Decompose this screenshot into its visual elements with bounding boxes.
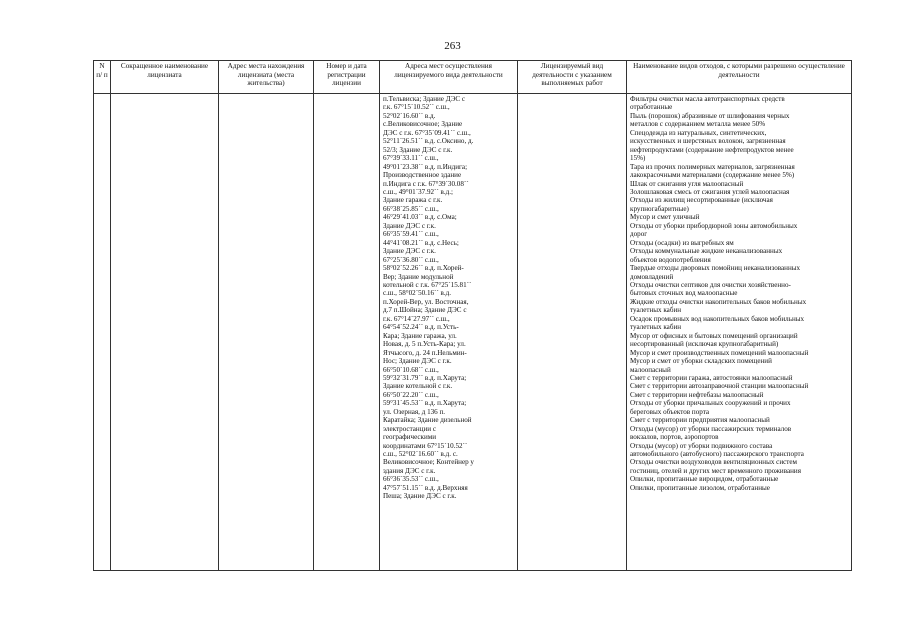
address-line: 66°35´59.41´´ с.ш., [383,230,439,239]
address-line: Кара; Здание гаража, ул. [383,331,457,340]
cell-activity-addresses [380,94,518,571]
waste-type-line: Мусор от офисных и бытовых помещений организаций [630,331,798,340]
header-licensee-name: Сокращенное наименование лицензиата [111,61,219,94]
waste-type-line: Мусор и смет уличный [630,213,700,222]
address-line: Здание котельной с г.к. [383,382,453,391]
waste-type-line: Смет с территории предприятия малоопасный [630,416,770,425]
address-line: г.к. 67°14´27.97´´ с.ш., [383,314,450,323]
waste-type-line: отработанные [630,103,673,112]
address-line: 59°32´31.79´´ в.д. п.Харута; [383,373,467,382]
waste-type-line: несортированный (исключая крупногабаритный) [630,340,779,349]
header-row [94,61,852,94]
address-line: с.ш., 58°02´50.16´´ в.д. [383,289,452,298]
waste-type-line: крупногабаритные) [630,204,689,213]
header-activity-addresses: Адреса мест осуществления лицензируемого вида деятельности [380,61,518,94]
address-line: п.Тельвиска; Здание ДЭС с [383,95,466,103]
waste-type-line: металлов с содержанием металла менее 50% [630,120,766,129]
waste-type-line: Фильтры очистки масла автотранспортных средств [630,95,785,103]
waste-type-line: Отходы (мусор) от уборки подвижного состава [630,441,773,450]
address-line: Нос; Здание ДЭС с г.к. [383,357,452,366]
cell-license-registration [314,94,380,571]
address-line: котельной с г.к. 67°25´15.81´´ [383,280,472,289]
address-line: 66°36´35.53´´ с.ш., [383,475,439,484]
address-line: Каратайка; Здание дизельной [383,416,472,425]
waste-type-line: туалетных кабин [630,323,682,332]
waste-type-line: домовладений [630,272,674,281]
cell-licensee-name [111,94,219,571]
address-line: д.7 п.Шойна; Здание ДЭС с [383,306,467,315]
cell-activity-type [518,94,627,571]
waste-type-line: Жидкие отходы очистки накопительных баков мобильных [630,297,807,306]
address-line: 66°38´25.85´´ с.ш., [383,204,439,213]
address-line: 58°02´52.26´´ в.д. п.Хорей- [383,264,464,273]
address-line: Производственное здание [383,171,462,180]
waste-type-line: Твердые отходы дворовых помойниц неканализованных [630,264,801,273]
address-line: Великовисочное; Контейнер у [383,458,474,467]
waste-type-line: Отходы очистки воздуховодов вентиляционных систем [630,458,798,467]
address-line: 59°31´45.53´´ в.д. п.Харута; [383,399,467,408]
waste-type-line: объектов водопотребления [630,255,711,264]
waste-type-line: Отходы (осадки) из выгребных ям [630,238,734,247]
license-register-table [93,60,852,571]
address-line: ул. Озерная, д 136 п. [383,407,446,416]
waste-type-line: Шлак от сжигания угля малоопасный [630,179,744,188]
address-line: 67°25´36.80´´ с.ш., [383,255,439,264]
address-line: Пеша; Здание ДЭС с г.к. [383,492,457,501]
address-line: п.Хорей-Вер, ул. Восточная, [383,297,469,306]
address-line: здания ДЭС с г.к. [383,466,436,475]
address-line: 67°39´33.11´´ с.ш., [383,154,439,163]
header-activity-type: Лицензируемый вид деятельности с указанием выполняемых работ [518,61,627,94]
address-line: 52°11´26.51´´ в.д. с.Оксино, д. [383,137,474,146]
waste-type-line: лакокрасочными материалами (содержание менее 5%) [630,171,795,180]
waste-type-line: Тара из прочих полимерных материалов, загрязненная [630,162,795,171]
address-line: координатами 67°15´10.52´´ [383,441,468,450]
waste-type-line: бытовых сточных вод малоопасные [630,289,738,298]
address-line: ДЭС с г.к. 67°35´09.41´´ с.ш., [383,128,471,137]
waste-type-line: вокзалов, портов, аэропортов [630,433,719,442]
address-line: 47°57´51.15´´ в.д. д.Верхняя [383,483,468,492]
waste-type-line: искусственных и шерстяных волокон, загрязненная [630,137,786,146]
header-waste-types: Наименование видов отходов, с которыми разрешено осуществление деятельности [627,61,852,94]
header-number: N п/ п [94,61,111,94]
waste-type-line: Отходы от уборки прибордюрной зоны автомобильных [630,221,798,230]
cell-licensee-address [219,94,314,571]
address-line: 64°54´52.24´´ в.д. п.Усть- [383,323,459,332]
waste-type-line: Опилки, пропитанные вироцидом, отработанные [630,475,779,484]
address-line: Вер; Здание модульной [383,272,454,281]
waste-type-line: дорог [630,230,648,239]
waste-type-line: нефтепродуктами (содержание нефтепродуктов менее [630,145,794,154]
waste-type-line: Отходы от уборки причальных сооружений и прочих [630,399,791,408]
waste-type-line: Отходы коммунальные жидкие неканализованных [630,247,783,256]
address-line: 46°29´41.03´´ в.д. с.Ома; [383,213,457,222]
address-line: Здание гаража с г.к. [383,196,443,205]
waste-type-line: Опилки, пропитанные лизолом, отработанные [630,483,770,492]
waste-type-line: Осадок промывных вод накопительных баков мобильных [630,314,805,323]
address-line: 44°41´08.21´´ в.д. с.Несь; [383,238,459,247]
address-line: 66°50´22.20´´ с.ш., [383,390,439,399]
waste-type-line: Отходы (мусор) от уборки пассажирских терминалов [630,424,792,433]
header-licensee-address: Адрес места нахождения лицензиата (места жительства) [219,61,314,94]
waste-type-line: малоопасный [630,365,671,374]
waste-type-line: Спецодежда из натуральных, синтетических, [630,128,767,137]
waste-type-line: Смет с территории автозаправочной станции малоопасный [630,382,809,391]
waste-type-line: гостиниц, отелей и других мест временного проживания [630,466,801,475]
address-line: с.Великовисочное; Здание [383,120,463,129]
waste-type-line: Мусор и смет производственных помещений малоопасный [630,348,809,357]
address-line: Новая, д. 5 п.Усть-Кара; ул. [383,340,466,349]
waste-type-line: автомобильного (автобусного) пассажирского транспорта [630,450,804,459]
waste-type-line: Пыль (порошок) абразивные от шлифования черных [630,111,790,120]
waste-type-line: береговых объектов порта [630,407,710,416]
address-line: 52/3; Здание ДЭС с г.к. [383,145,453,154]
waste-type-line: Отходы из жилищ несортированные (исключая [630,196,773,205]
waste-type-line: Отходы очистки септиков для очистки хозяйственно- [630,280,791,289]
address-line: п.Индига с г.к. 67°39´30.08´´ [383,179,469,188]
waste-type-line: 15%) [630,154,646,163]
address-line: г.к. 67°15´10.52´´ с.ш., [383,103,450,112]
waste-type-line: Золошлаковая смесь от сжигания углей малоопасная [630,187,790,196]
address-line: географическими [383,433,437,442]
table-row [94,94,852,571]
address-line: электростанции с [383,424,437,433]
cell-waste-types [627,94,852,571]
address-line: Здание ДЭС с г.к. [383,221,436,230]
cell-number [94,94,111,571]
header-license-registration: Номер и дата регистрации лицензии [314,61,380,94]
waste-type-line: туалетных кабин [630,306,682,315]
address-line: Ятчысого, д. 24 п.Нельмин- [383,348,467,357]
page-number: 263 [444,40,461,52]
address-line: с.ш., 52°02´16.60´´ в.д. с. [383,450,458,459]
address-line: 49°01´23.38´´ в.д. п.Индига; [383,162,468,171]
waste-type-line: Смет с территории нефтебазы малоопасный [630,390,764,399]
address-line: Здание ДЭС с г.к. [383,247,436,256]
waste-type-line: Смет с территории гаража, автостоянки малоопасный [630,373,793,382]
address-line: 66°50´10.68´´ с.ш., [383,365,439,374]
waste-type-line: Мусор и смет от уборки складских помещений [630,357,772,366]
address-line: с.ш., 49°01´37.92´´ в.д.; [383,187,454,196]
address-line: 52°02´16.60´´ в.д. [383,111,436,120]
